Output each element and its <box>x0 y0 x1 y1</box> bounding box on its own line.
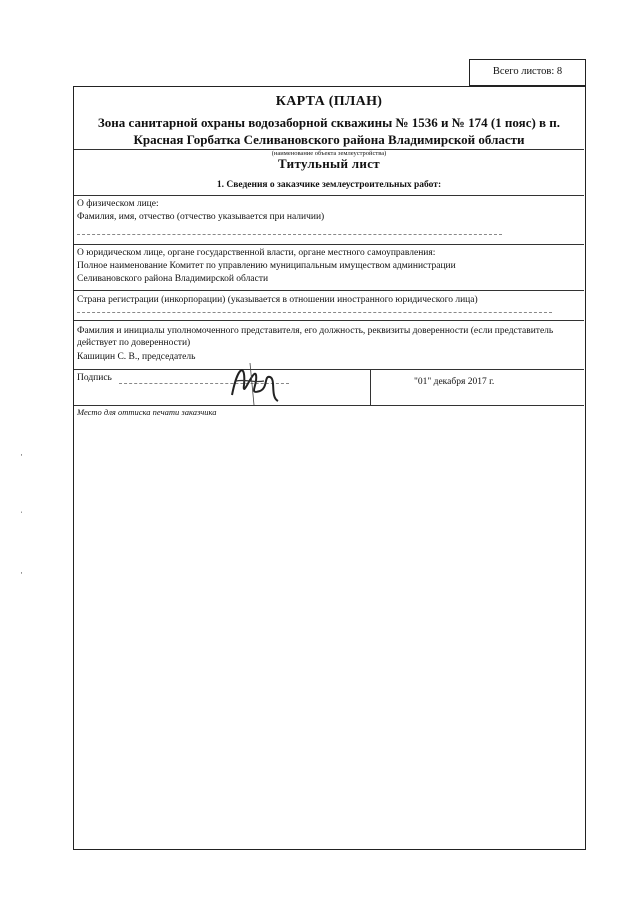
individual-fio-label: Фамилия, имя, отчество (отчество указывается при наличии) <box>77 212 325 222</box>
legal-name-line2: Селивановского района Владимирской области <box>77 274 269 284</box>
sheets-count: 8 <box>556 66 563 77</box>
title-block <box>74 87 584 157</box>
sheet-title: Титульный лист <box>278 156 380 171</box>
signature-label: Подпись <box>77 373 112 383</box>
registration-label: Страна регистрации (инкорпорации) (указывается в отношении иностранного юридического лица) <box>77 295 478 305</box>
legal-heading: О юридическом лице, органе государственной власти, органе местного самоуправления: <box>77 248 436 258</box>
divider <box>74 290 584 291</box>
divider <box>74 149 584 150</box>
representative-value: Кашицин С. В., председатель <box>77 352 196 362</box>
divider <box>74 244 584 245</box>
representative-label: Фамилия и инициалы уполномоченного представителя, его должность, реквизиты доверенности (если представитель действует по доверенности) <box>77 326 554 348</box>
zone-caption: (наименование объекта землеустройства) <box>74 149 584 157</box>
stamp-place-note: Место для оттиска печати заказчика <box>77 407 217 417</box>
divider <box>74 195 584 196</box>
registration-blank-line <box>77 312 552 313</box>
signature-date: "01" декабря 2017 г. <box>414 377 495 387</box>
sheet-count-box <box>469 59 586 86</box>
map-title: КАРТА (ПЛАН) <box>275 94 383 109</box>
fio-blank-line <box>77 234 502 235</box>
column-divider <box>370 370 371 405</box>
legal-name-line1: Полное наименование Комитет по управлению муниципальным имуществом администрации <box>77 261 456 271</box>
handwritten-signature <box>224 355 284 410</box>
divider <box>74 320 584 321</box>
zone-title: Зона санитарной охраны водозаборной скважины № 1536 и № 174 (1 пояс) в п. Красная Горбатка Селивановского района Владимирской области <box>97 115 561 147</box>
individual-heading: О физическом лице: <box>77 199 159 209</box>
divider <box>74 405 584 406</box>
sheets-label: Всего листов: <box>492 66 555 77</box>
divider <box>74 369 584 370</box>
section-title: 1. Сведения о заказчике землеустроительных работ: <box>216 180 442 190</box>
scan-mark: · <box>20 568 23 578</box>
scan-mark: · <box>20 450 23 460</box>
scan-mark: ˈ <box>20 510 23 520</box>
title-sheet-frame <box>73 86 586 850</box>
